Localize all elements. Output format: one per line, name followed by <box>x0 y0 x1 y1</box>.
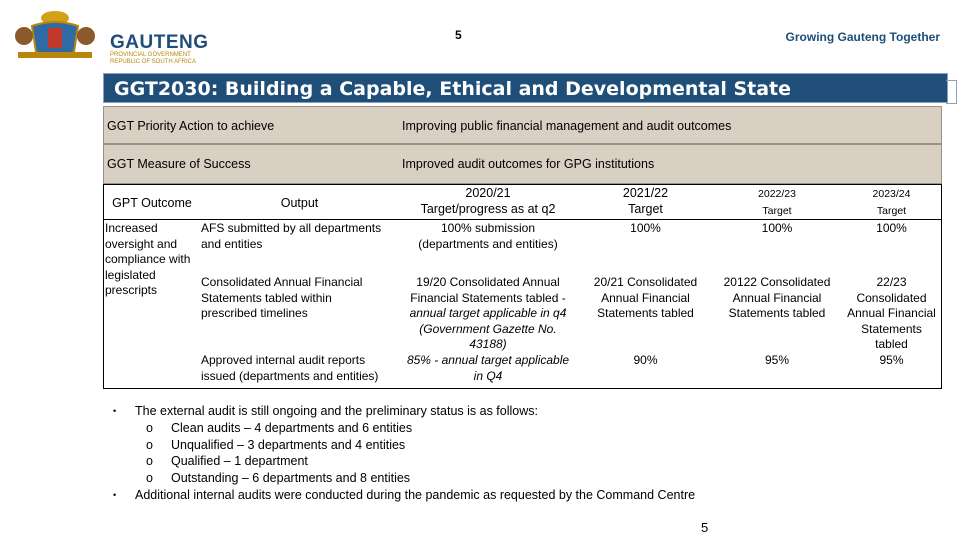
table-border <box>103 219 942 220</box>
bullet-marker: • <box>113 489 117 500</box>
row2-2022-23: 20122 Consolidated Annual Financial Statements tabled <box>723 275 831 320</box>
row3-2023-24: 95% <box>879 353 904 367</box>
bullet-marker: • <box>113 406 117 416</box>
col-header-2021-22: 2021/22 Target <box>622 186 669 216</box>
col-header-output: Output <box>280 196 319 210</box>
logo-wordmark: GAUTENG <box>110 32 209 53</box>
row3-2022-23: 95% <box>764 353 790 367</box>
row2-2020-21: 19/20 Consolidated Annual Financial Statements tabled - annual target applicable in q4 (Government Gazette No. 43188) <box>409 275 567 351</box>
measure-value: Improved audit outcomes for GPG institutions <box>402 157 655 171</box>
row3-2021-22: 90% <box>633 353 658 367</box>
table-border <box>103 184 942 185</box>
table-border <box>103 388 942 389</box>
row3-output: Approved internal audit reports issued (departments and entities) <box>201 353 379 383</box>
targets-table <box>103 106 942 388</box>
row2-2021-22: 20/21 Consolidated Annual Financial Statements tabled <box>593 275 698 320</box>
row2-2023-24: 22/23 Consolidated Annual Financial Statements tabled <box>847 275 936 351</box>
row1-2021-22: 100% <box>630 221 661 235</box>
note-text: The external audit is still ongoing and the preliminary status is as follows: <box>135 404 538 418</box>
title-bar <box>103 73 948 103</box>
title-bar-edge <box>946 80 957 104</box>
row2-output: Consolidated Annual Financial Statements tabled within prescribed timelines <box>201 275 363 320</box>
note-text: Additional internal audits were conducted during the pandemic as requested by the Command Centre <box>135 487 696 502</box>
gauteng-logo <box>10 8 209 65</box>
page-header <box>0 0 960 70</box>
col-header-2020-21: 2020/21 Target/progress as at q2 <box>420 186 556 216</box>
logo-subtitle: PROVINCIAL GOVERNMENT <box>110 52 191 58</box>
table-border <box>103 184 104 389</box>
outcome-cell: Increased oversight and compliance with legislated prescripts <box>105 221 191 298</box>
slide-number-top: 5 <box>455 28 462 42</box>
col-header-2023-24: 2023/24 Target <box>872 188 911 217</box>
tagline: Growing Gauteng Together <box>785 30 940 44</box>
slide-number-bottom: 5 <box>701 520 709 535</box>
col-header-outcome: GPT Outcome <box>112 196 192 210</box>
row1-2022-23: 100% <box>761 221 793 235</box>
row1-output: AFS submitted by all departments and entities <box>201 221 382 251</box>
coat-of-arms-icon <box>10 8 100 60</box>
measure-label: GGT Measure of Success <box>107 157 251 171</box>
priority-row <box>103 106 942 144</box>
slide-title: GGT2030: Building a Capable, Ethical and Developmental State <box>114 78 792 100</box>
table-border <box>941 184 942 389</box>
logo-subtitle-2: REPUBLIC OF SOUTH AFRICA <box>110 59 197 65</box>
measure-row <box>103 144 942 184</box>
priority-value: Improving public financial management and audit outcomes <box>402 119 732 133</box>
priority-label: GGT Priority Action to achieve <box>107 119 275 133</box>
row1-2023-24: 100% <box>876 221 907 235</box>
row1-2020-21: 100% submission (departments and entities) <box>418 221 558 251</box>
col-header-2022-23: 2022/23 Target <box>758 188 796 217</box>
row3-2020-21: 85% - annual target applicable in Q4 <box>406 353 570 383</box>
